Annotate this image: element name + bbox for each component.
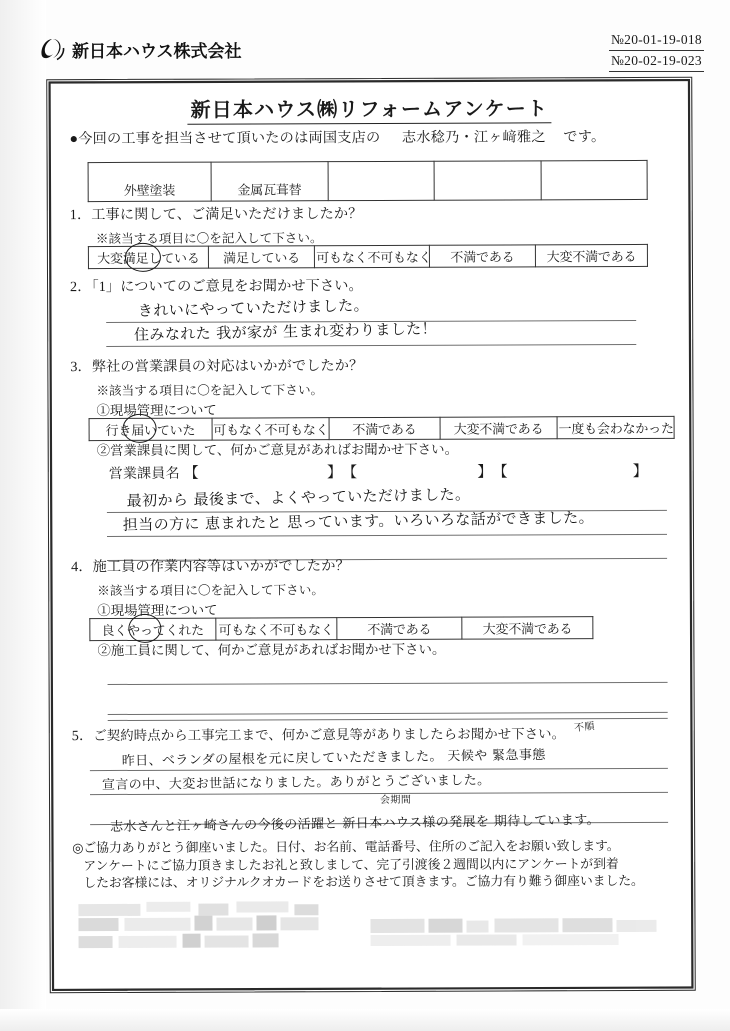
table-row [89,416,674,440]
q4-writing-rule-2 [108,712,668,715]
question-1-text: 工事に関して、ご満足いただけましたか？ [91,206,363,224]
question-4-subsection-1: ①現場管理について [97,602,218,619]
staff-names: 志水稔乃・江ヶ﨑雅之 [401,129,546,146]
scan-edge-shadow-bottom [0,1009,730,1031]
footer-line-2: アンケートにご協力頂きましたお礼と致しまして、完了引渡後２週間以内にアンケートが到着 [83,856,619,873]
sales-staff-name-label: 営業課員名 [108,466,180,483]
question-3-subsection-1: ①現場管理について [96,402,217,419]
question-4-subsection-2: ②施工員に関して、何かご意見があればお聞かせ下さい。 [97,641,446,659]
branch-intro-text: ●今回の工事を担当させて頂いたのは両国支店の [69,129,381,148]
question-4-text: 施工員の作業内容等はいかがでしたか？ [92,558,350,576]
question-2-number: 2． [70,279,92,296]
question-3-number: 3． [70,359,92,376]
work-type-cell-3 [328,161,434,200]
question-4-options[interactable] [89,616,593,641]
document-header [30,30,710,82]
question-1-note: ※該当する項目に〇を記入して下さい。 [95,231,323,247]
q3-option-0[interactable]: 行き届いていた [89,418,212,440]
reference-number-2: №20-02-19-023 [609,51,704,72]
q4-writing-rule-1 [108,682,668,685]
question-5-text: ご契約時点から工事完工まで、何かご意見等がありましたらお聞かせ下さい。 [93,726,566,744]
table-row [88,160,647,201]
q1-option-3[interactable]: 不満である [429,245,535,267]
page-title-text: 新日本ハウス㈱リフォームアンケート [188,98,552,124]
survey-form [46,77,696,993]
redacted-personal-information [70,900,660,964]
q5-writing-rule-2 [90,792,668,795]
q5-handwritten-line-3: 志水さんと江ヶ崎さんの今後の活躍と 新日本ハウス様の発展を 期待しています。 [109,812,601,836]
q3-option-2[interactable]: 不満である [329,417,440,439]
company-logo [38,36,242,62]
question-3-options[interactable] [89,416,675,441]
scan-edge-shadow-left [0,0,46,1031]
q5-handwritten-line-1: 昨日、ベランダの屋根を元に戻していただきました。 天候や 緊急事態 [121,747,546,769]
q2-handwritten-line-2: 住みなれた 我が家が 生まれ変わりました！ [133,319,438,344]
q1-option-2[interactable]: 可もなく不可もなく [315,245,430,267]
q5-margin-note: 不順 [573,721,596,735]
q1-option-0[interactable]: 大変満足している [88,246,208,268]
question-1-options[interactable] [88,244,648,269]
q3-handwritten-line-2: 担当の方に 恵まれたと 思っています。いろいろな話ができました。 [122,508,595,534]
q4-option-0[interactable]: 良くやってくれた [90,618,216,640]
q5-handwritten-line-2: 宣言の中、大変お世話になりました。ありがとうございました。 [101,773,491,794]
question-3-heading [70,355,363,376]
question-4-heading [71,555,350,576]
company-name: 新日本ハウス株式会社 [72,41,242,62]
question-2-heading [70,275,363,296]
q4-option-2[interactable]: 不満である [336,617,462,639]
work-type-cell-1: 外壁塗装 [88,162,211,201]
footer-line-3: したお客様には、オリジナルクオカードをお送りさせて頂きます。ご協力有り難う御座いました。 [83,873,644,891]
page-title [47,92,691,123]
question-5-number: 5． [71,728,94,745]
table-row [90,617,593,641]
q3-option-3[interactable]: 大変不満である [440,417,557,439]
work-type-table [88,160,648,202]
q2-writing-rule-2 [106,344,636,347]
question-4-number: 4． [71,559,93,576]
question-4-note: ※該当する項目に〇を記入して下さい。 [97,583,324,599]
q1-option-1[interactable]: 満足している [208,246,314,268]
q1-option-4[interactable]: 大変不満である [536,244,648,266]
reference-numbers [609,30,704,72]
question-5-heading [72,723,565,745]
q4-option-3[interactable]: 大変不満である [462,617,593,640]
question-1-number: 1． [69,207,92,224]
q3-writing-rule-2 [107,534,667,537]
footer-line-1: ◎ご協力ありがとう御座いました。日付、お名前、電話番号、住所のご記入をお願い致します。 [72,839,620,856]
question-1-heading [70,203,363,224]
question-3-text: 弊社の営業課員の対応はいかがでしたか？ [91,358,364,376]
work-type-cell-5 [541,160,648,199]
sales-staff-name-row: 営業課員名 【 】【 】【 】 [108,463,649,483]
reference-number-1: №20-01-19-018 [609,30,704,51]
swoosh-logo-icon [38,36,66,62]
q2-handwritten-line-1: きれいにやっていただけました。 [137,296,370,320]
branch-intro-line [69,126,605,148]
work-type-cell-4 [434,161,540,200]
table-row [88,244,647,268]
q3-option-4[interactable]: 一度も会わなかった [557,416,674,438]
question-3-subsection-2: ②営業課員に関して、何かご意見があればお聞かせ下さい。 [96,441,458,459]
work-type-cell-2: 金属瓦葺替 [211,162,328,201]
footer-notice [72,838,672,893]
q4-option-1[interactable]: 可もなく不可もなく [216,618,337,640]
question-3-note: ※該当する項目に〇を記入して下さい。 [96,383,324,399]
q3-option-1[interactable]: 可もなく不可もなく [212,418,329,440]
q5-handwritten-line-2-note: 会期間 [379,794,412,806]
branch-suffix: です。 [563,129,606,146]
question-2-text: 「1」についてのご意見をお聞かせ下さい。 [91,278,363,296]
q3-handwritten-line-1: 最初から 最後まで、よくやっていただけました。 [126,485,471,510]
